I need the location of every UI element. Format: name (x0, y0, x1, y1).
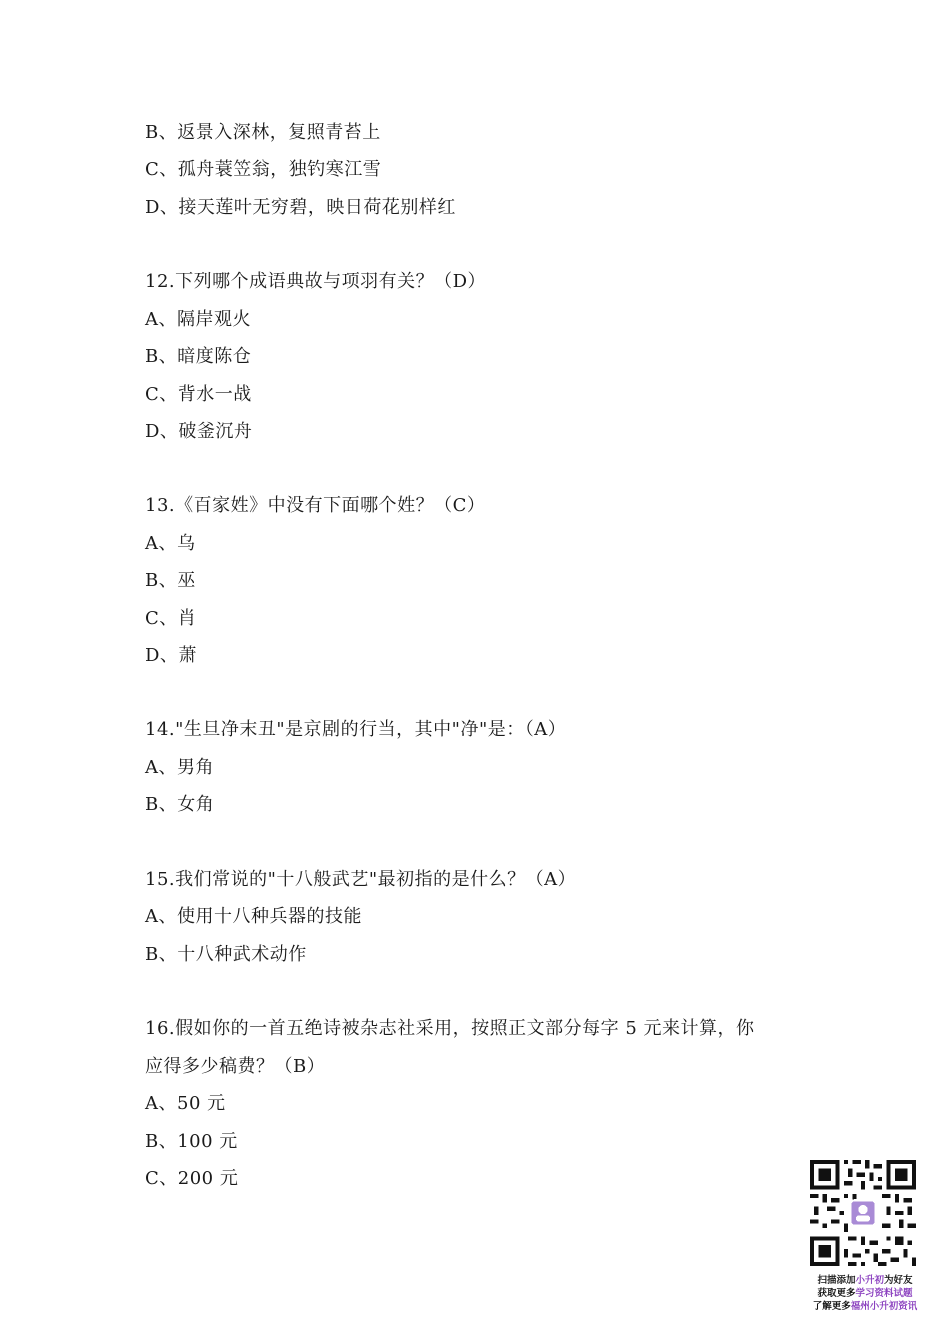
option-13-b: B、巫 (145, 570, 196, 591)
option-14-b: B、女角 (145, 794, 215, 815)
option-12-c: C、背水一战 (145, 384, 252, 405)
option-16-b: B、100 元 (145, 1131, 238, 1152)
option-13-c: C、肖 (145, 608, 197, 629)
option-11-c: C、孤舟蓑笠翁，独钓寒江雪 (145, 159, 382, 180)
question-13: 13.《百家姓》中没有下面哪个姓？（C） (145, 495, 486, 516)
option-13-a: A、乌 (145, 533, 196, 554)
qr-code-icon[interactable] (810, 1160, 916, 1266)
option-12-b: B、暗度陈仓 (145, 346, 252, 367)
option-15-b: B、十八种武术动作 (145, 944, 307, 965)
option-12-d: D、破釜沉舟 (145, 421, 253, 442)
qr-caption (800, 1274, 930, 1313)
question-16-line-2: 应得多少稿费？（B） (145, 1056, 326, 1077)
question-12: 12.下列哪个成语典故与项羽有关？（D） (145, 271, 487, 292)
qr-caption-line-3: 了解更多福州小升初资讯 (812, 1301, 918, 1312)
question-14: 14."生旦净末丑"是京剧的行当，其中"净"是：（A） (145, 719, 567, 740)
option-14-a: A、男角 (145, 757, 214, 778)
option-13-d: D、萧 (145, 645, 197, 666)
question-15: 15.我们常说的"十八般武艺"最初指的是什么？（A） (145, 869, 577, 890)
option-16-a: A、50 元 (145, 1093, 226, 1114)
option-11-d: D、接天莲叶无穷碧，映日荷花别样红 (145, 197, 456, 218)
question-16-line-1: 16.假如你的一首五绝诗被杂志社采用，按照正文部分每字 5 元来计算，你 (145, 1018, 755, 1039)
option-11-b: B、返景入深林，复照青苔上 (145, 122, 381, 143)
qr-caption-line-1: 扫描添加小升初为好友 (817, 1275, 913, 1286)
option-12-a: A、隔岸观火 (145, 309, 251, 330)
option-16-c: C、200 元 (145, 1168, 239, 1189)
option-15-a: A、使用十八种兵器的技能 (145, 906, 362, 927)
qr-caption-line-2: 获取更多学习资料试题 (817, 1288, 913, 1299)
